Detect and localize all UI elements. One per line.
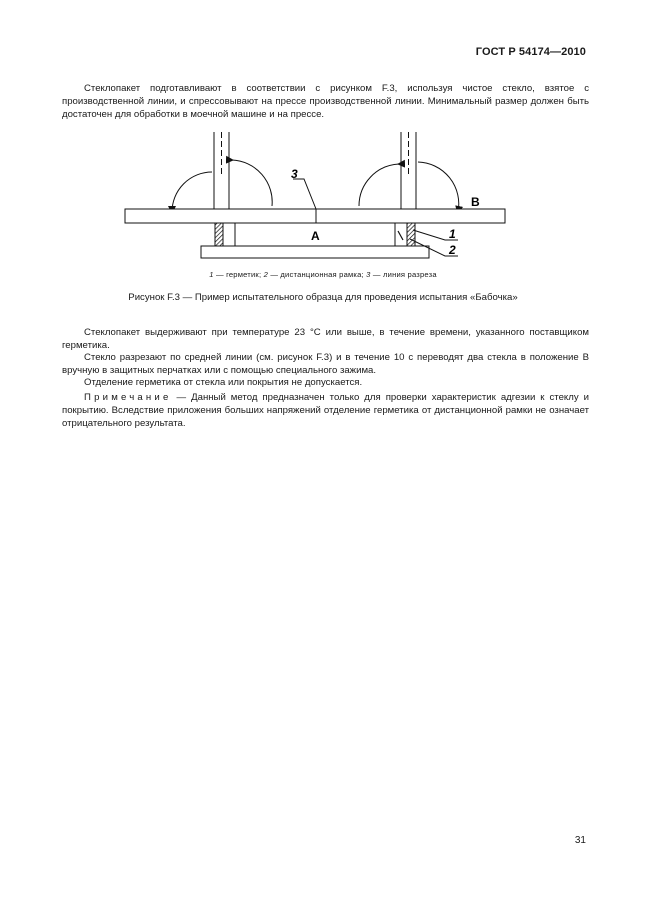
legend-text-3: — линия разреза bbox=[370, 270, 437, 279]
figure-caption: Рисунок F.3 — Пример испытательного образца для проведения испытания «Бабочка» bbox=[128, 292, 518, 303]
glass-vertical-right bbox=[401, 132, 416, 210]
glass-vertical-left bbox=[214, 132, 229, 210]
paragraph-temperature: Стеклопакет выдерживают при температуре 23 °С или выше, в течение времени, указанного поставщиком герметика. bbox=[62, 327, 589, 351]
legend-num-3: 3 bbox=[366, 270, 371, 279]
note-paragraph bbox=[62, 391, 589, 430]
leader-3 bbox=[293, 179, 316, 209]
spacer-frame-left bbox=[223, 223, 235, 246]
legend-num-2: 2 bbox=[263, 270, 269, 279]
paragraph-cut: Стекло разрезают по средней линии (см. рисунок F.3) и в течение 10 с переводят два стекла в положение В вручную в защитных перчатках или с помощью специального зажима. bbox=[62, 352, 589, 376]
label-2: 2 bbox=[449, 243, 456, 257]
rotation-arrow-right-outer bbox=[418, 162, 459, 212]
rotation-arrow-right-inner bbox=[359, 164, 399, 206]
figure-legend bbox=[0, 270, 646, 279]
legend-text-1: — герметик; bbox=[213, 270, 264, 279]
rotation-arrow-left-inner bbox=[232, 160, 272, 206]
butterfly-test-figure bbox=[0, 130, 646, 280]
label-b: B bbox=[471, 195, 480, 209]
legend-text-2: — дистанционная рамка; bbox=[268, 270, 367, 279]
label-1: 1 bbox=[449, 227, 456, 241]
legend-num-1: 1 bbox=[209, 270, 214, 279]
rotation-arrow-left-outer bbox=[172, 172, 212, 212]
top-glass-pane bbox=[125, 209, 505, 223]
sealant-right bbox=[407, 223, 415, 246]
label-a: A bbox=[311, 229, 320, 243]
note-label: Примечание bbox=[84, 392, 172, 403]
intro-paragraph: Стеклопакет подготавливают в соответствии с рисунком F.3, используя чистое стекло, взятое с производственной линии, и спрессовывают на прессе производственной линии. Минимальный размер должен быть достаточен для обработки в моечной машине и на прессе. bbox=[62, 83, 589, 120]
note-text: — Данный метод предназначен только для проверки характеристик адгезии к стеклу и покрытию. Вследствие приложения больших напряжений отделение герметика от дистанционной рамки не означает отрицательного результата. bbox=[62, 392, 589, 429]
bottom-glass-pane bbox=[201, 246, 429, 258]
sealant-left bbox=[215, 223, 223, 246]
spacer-frame-right bbox=[395, 223, 407, 246]
standard-code-header: ГОСТ Р 54174—2010 bbox=[475, 46, 586, 58]
paragraph-separation: Отделение герметика от стекла или покрытия не допускается. bbox=[84, 377, 363, 388]
label-3: 3 bbox=[291, 167, 298, 181]
page-number: 31 bbox=[574, 835, 586, 846]
